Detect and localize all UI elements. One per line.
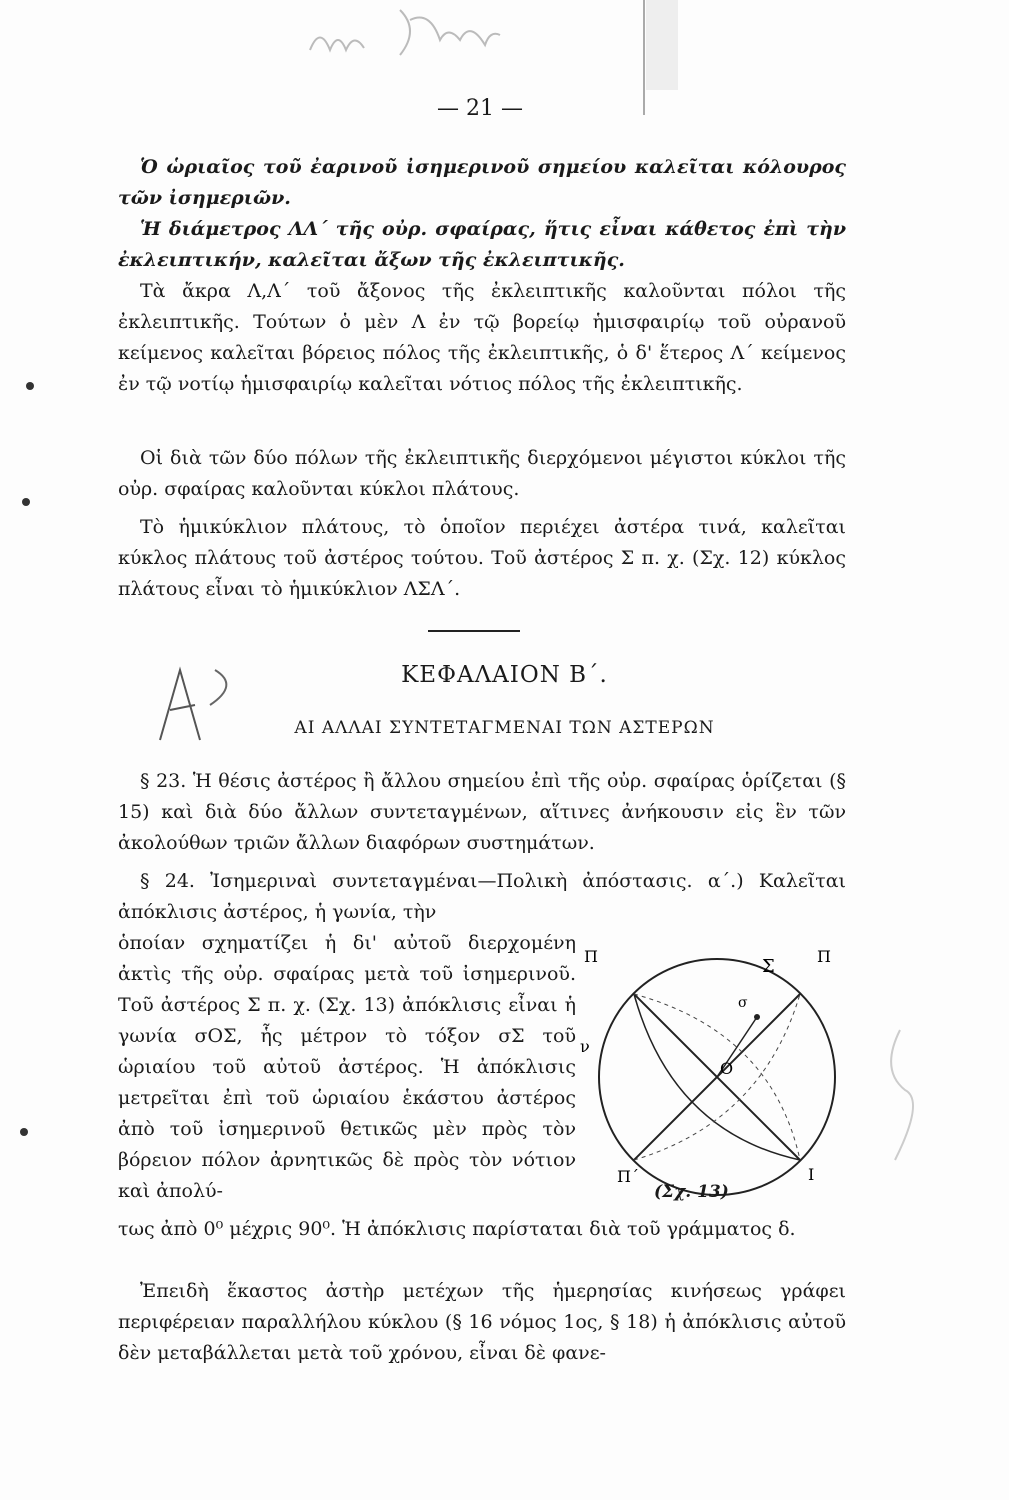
scan-dot [26,382,34,390]
section-24-heading: § 24. Ἰσημεριναὶ συντεταγμέναι—Πολικὴ ἀπόστασις. α΄.) Καλεῖται ἀπόκλισις ἀστέρος, ἡ γωνία, τὴν [118,870,846,923]
section-23: § 23. Ἡ θέσις ἀστέρος ἢ ἄλλου σημείου ἐπὶ τῆς οὐρ. σφαίρας ὁρίζεται (§ 15) καὶ διὰ δύο ἄλλων συντεταγμένων, αἵτινες ἀνήκουσιν εἰς ἓν τῶν ἀκολούθων τριῶν ἄλλων διαφόρων συστημάτων. [118,770,846,854]
scan-dot [20,1128,28,1136]
paragraph-colure: Ὁ ὡριαῖος τοῦ ἐαρινοῦ ἰσημερινοῦ σημείου καλεῖται κόλουρος τῶν ἰσημεριῶν. [118,156,846,209]
paragraph-star-latitude-circle: Τὸ ἡμικύκλιον πλάτους, τὸ ὁποῖον περιέχει ἀστέρα τινά, καλεῖται κύκλος πλάτους τοῦ ἀστέρος τούτου. Τοῦ ἀστέρος Σ π. χ. (Σχ. 12) κύκλος πλάτους εἶναι τὸ ἡμικύκλιον ΛΣΛ΄. [118,516,846,600]
label-pi-top-right: Π [817,947,831,966]
paragraph-ecliptic-axis: Ἡ διάμετρος ΛΛ΄ τῆς οὐρ. σφαίρας, ἥτις εἶναι κάθετος ἐπὶ τὴν ἐκλειπτικήν, καλεῖται ἄξων τῆς ἐκλειπτικῆς. [118,218,846,271]
chapter-title: ΚΕΦΑΛΑΙΟΝ Β΄. [401,662,608,688]
section-divider [428,630,520,632]
section-24-body: ὁποίαν σχηματίζει ἡ δι' αὐτοῦ διερχομένη ἀκτὶς τῆς οὐρ. σφαίρας μετὰ τοῦ ἰσημερινοῦ. Τοῦ ἀστέρος Σ π. χ. (Σχ. 13) ἀπόκλισις εἶναι ἡ γωνία σΟΣ, ἧς μέτρον τὸ τόξον σΣ τοῦ ὡριαίου τοῦ αὐτοῦ ἀστέρος. Ἡ ἀπόκλισις μετρεῖται ἐπὶ τοῦ ὡριαίου ἑκάστου ἀστέρος ἀπὸ τοῦ ἰσημερινοῦ θετικῶς μὲν πρὸς τὸν βόρειον πόλον ἀρνητικῶς δὲ πρὸς τὸν νότιον καὶ ἀπολύ- [118,932,576,1202]
label-o: Ο [720,1059,734,1078]
paragraph-declination-constant: Ἐπειδὴ ἕκαστος ἀστὴρ μετέχων τῆς ἡμερησίας κινήσεως γράφει περιφέρειαν παραλλήλου κύκλου (§ 16 νόμος 1ος, § 18) ἡ ἀπόκλισις αὐτοῦ δὲν μεταβάλλεται μετὰ τοῦ χρόνου, εἶναι δὲ φανε- [118,1280,846,1364]
label-sigma: Σ [762,956,775,977]
celestial-sphere-diagram [572,932,862,1222]
paragraph-latitude-circles: Οἱ διὰ τῶν δύο πόλων τῆς ἐκλειπτικῆς διερχόμενοι μέγιστοι κύκλοι τῆς οὐρ. σφαίρας καλοῦνται κύκλοι πλάτους. [118,447,846,500]
star-point [754,1014,760,1020]
label-pi: Π [584,947,598,966]
label-pi-prime: Π΄ [617,1167,639,1186]
pencil-margin-right [870,1020,930,1170]
page-number: — 21 — [437,96,523,121]
chapter-subtitle: ΑΙ ΑΛΛΑΙ ΣΥΝΤΕΤΑΓΜΕΝΑΙ ΤΩΝ ΑΣΤΕΡΩΝ [294,718,715,738]
label-small-sigma: σ [738,995,748,1011]
section-24-continued: τως ἀπὸ 0⁰ μέχρις 90⁰. Ἡ ἀπόκλισις παρίσταται διὰ τοῦ γράμματος δ. [118,1218,796,1240]
figure-caption: (Σχ. 13) [654,1182,729,1202]
scan-dot [22,498,30,506]
pencil-handwriting [300,0,560,70]
label-iota: Ι [808,1165,815,1184]
label-nu: ν [580,1037,590,1056]
paragraph-ecliptic-poles: Τὰ ἄκρα Λ,Λ΄ τοῦ ἄξονος τῆς ἐκλειπτικῆς καλοῦνται πόλοι τῆς ἐκλειπτικῆς. Τούτων ὁ μὲν Λ ἐν τῷ βορείῳ ἡμισφαιρίῳ τοῦ οὐρανοῦ κείμενος καλεῖται βόρειος πόλος τῆς ἐκλειπτικῆς, ὁ δ' ἕτερος Λ΄ κείμενος ἐν τῷ νοτίῳ ἡμισφαιρίῳ καλεῖται νότιος πόλος τῆς ἐκλειπτικῆς. [118,280,846,395]
